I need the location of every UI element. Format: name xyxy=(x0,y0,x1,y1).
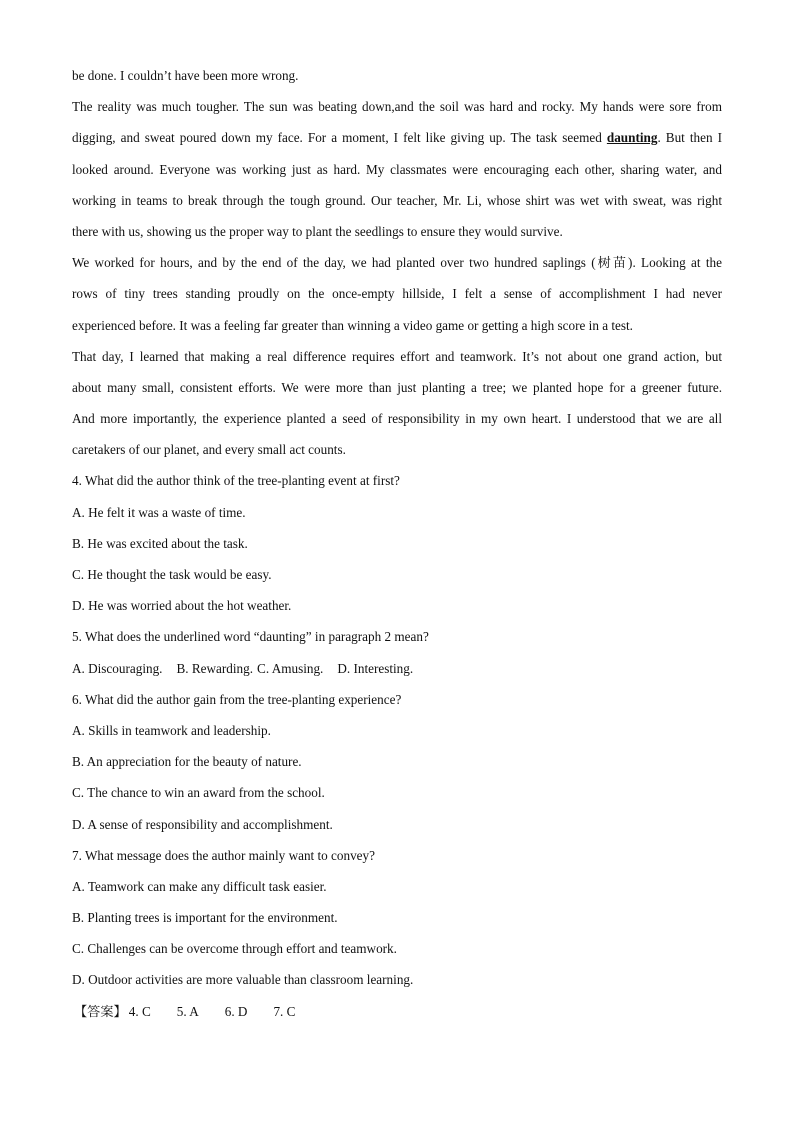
options-row xyxy=(72,653,722,684)
question-5 xyxy=(72,621,722,683)
answer-label: 【答案】 xyxy=(74,1003,127,1019)
question-stem: 4. What did the author think of the tree-planting event at first? xyxy=(72,473,400,489)
passage-paragraph-1-tail: be done. I couldn’t have been more wrong. xyxy=(72,68,299,83)
option-d: D. Outdoor activities are more valuable than classroom learning. xyxy=(72,972,414,988)
answer-item: 5. A xyxy=(176,1003,199,1019)
question-stem: 5. What does the underlined word “daunting” in paragraph 2 mean? xyxy=(72,629,429,645)
passage-text: digging, and sweat poured down my face. For a moment, I felt like giving up. The task seemed xyxy=(72,130,602,146)
option-d: D. He was worried about the hot weather. xyxy=(72,598,292,614)
passage-line xyxy=(72,122,722,153)
question-6 xyxy=(72,684,722,840)
passage-line: there with us, showing us the proper way to plant the seedlings to ensure they would survive. xyxy=(72,223,563,239)
answer-item: 7. C xyxy=(273,1003,296,1019)
option-a: A. Skills in teamwork and leadership. xyxy=(72,722,271,738)
passage-line: rows of tiny trees standing proudly on the once-empty hillside, I felt a sense of accomplishment I had never xyxy=(72,286,722,302)
option-a: A. He felt it was a waste of time. xyxy=(72,504,246,520)
passage-line: experienced before. It was a feeling far greater than winning a video game or getting a high score in a test. xyxy=(72,317,633,333)
passage-line: And more importantly, the experience planted a seed of responsibility in my own heart. I understood that we are all xyxy=(72,411,722,427)
passage-paragraph-2 xyxy=(72,91,722,247)
option-d: D. A sense of responsibility and accomplishment. xyxy=(72,816,333,832)
passage-line: The reality was much tougher. The sun was beating down,and the soil was hard and rocky. My hands were sore from xyxy=(72,99,722,115)
option-b: B. An appreciation for the beauty of nature. xyxy=(72,754,302,770)
document-page xyxy=(72,60,722,1027)
passage-line: about many small, consistent efforts. We were more than just planting a tree; we planted hope for a greener future. xyxy=(72,379,722,395)
option-b: B. Planting trees is important for the environment. xyxy=(72,910,338,926)
option-c: C. He thought the task would be easy. xyxy=(72,567,272,582)
passage-paragraph-3 xyxy=(72,247,722,341)
answer-key xyxy=(72,996,722,1027)
question-stem: 7. What message does the author mainly want to convey? xyxy=(72,847,375,863)
passage-line: working in teams to break through the tough ground. Our teacher, Mr. Li, whose shirt was wet with sweat, was right xyxy=(72,192,722,208)
option-a: A. Discouraging. xyxy=(72,660,163,676)
passage-line: We worked for hours, and by the end of the day, we had planted over two hundred saplings (树苗). Looking at the xyxy=(72,255,722,271)
option-b: B. He was excited about the task. xyxy=(72,535,248,551)
option-c: C. Challenges can be overcome through effort and teamwork. xyxy=(72,941,397,957)
option-b: B. Rewarding. xyxy=(176,660,254,676)
question-7 xyxy=(72,840,722,996)
option-c: C. The chance to win an award from the school. xyxy=(72,785,325,801)
option-d: D. Interesting. xyxy=(337,660,414,676)
passage-paragraph-4 xyxy=(72,341,722,466)
answer-item: 6. D xyxy=(224,1003,248,1019)
underlined-word-daunting: daunting xyxy=(606,130,658,146)
passage-line: looked around. Everyone was working just as hard. My classmates were encouraging each other, sharing water, and xyxy=(72,161,722,177)
question-4 xyxy=(72,465,722,621)
option-c: C. Amusing. xyxy=(257,660,324,676)
passage-line: caretakers of our planet, and every small act counts. xyxy=(72,442,346,458)
passage-text: . But then I xyxy=(657,130,722,146)
passage-line: That day, I learned that making a real difference requires effort and teamwork. It’s not about one grand action, but xyxy=(72,348,722,364)
option-a: A. Teamwork can make any difficult task easier. xyxy=(72,878,327,894)
answer-item: 4. C xyxy=(128,1003,151,1019)
question-stem: 6. What did the author gain from the tree-planting experience? xyxy=(72,691,402,707)
